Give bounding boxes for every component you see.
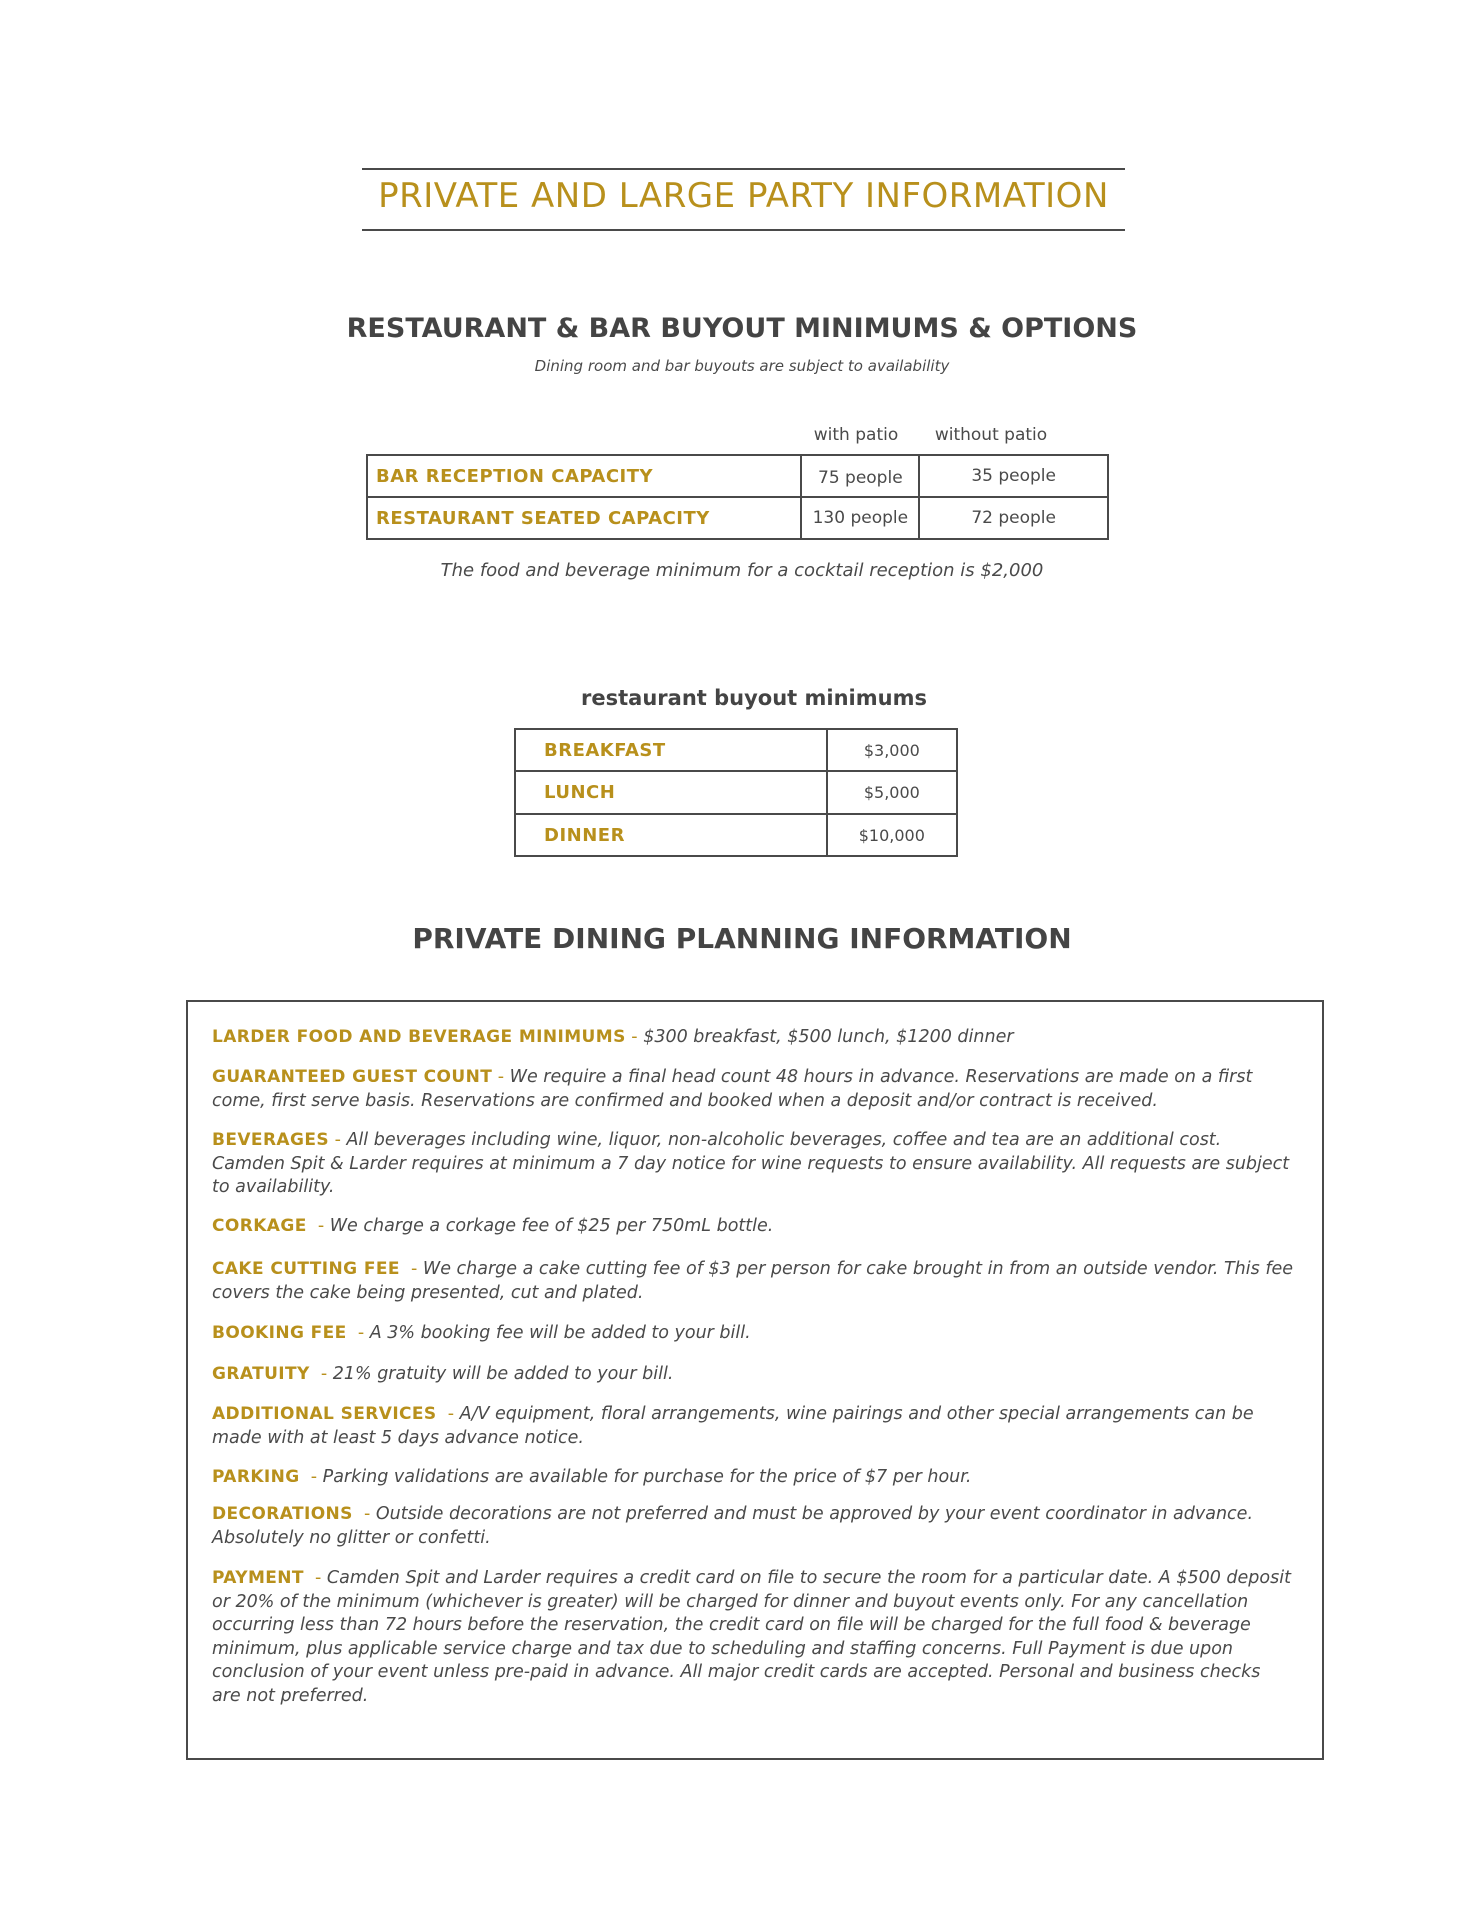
capacity-with-patio-value: 75 people <box>801 455 919 497</box>
capacity-table <box>366 454 1109 540</box>
info-item-parking <box>212 1466 1294 1490</box>
minimums-table <box>514 728 958 857</box>
capacity-without-patio-value: 35 people <box>919 455 1108 497</box>
meal-label: DINNER <box>544 824 625 846</box>
info-label: ADDITIONAL SERVICES <box>212 1404 437 1424</box>
info-text: Camden Spit and Larder requires a credit card on file to secure the room for a particular date. A $500 deposit or 20% of the minimum (whichever is greater) will be charged for dinner and buyout events only. For any cancellation occurring less than 72 hours before the reservation, the credit card on file will be charged for the full food & beverage minimum, plus applicable service charge and tax due to scheduling and staffing concerns. Full Payment is due upon conclusion of your event unless pre-paid in advance. All major credit cards are accepted. Personal and business checks are not preferred. <box>212 1568 1291 1706</box>
table-row <box>515 729 957 771</box>
column-header-with-patio: with patio <box>813 425 899 445</box>
meal-minimum-value: $5,000 <box>827 771 957 814</box>
meal-label-cell <box>515 814 827 856</box>
info-label: PAYMENT <box>212 1568 304 1588</box>
info-text: $300 breakfast, $500 lunch, $1200 dinner <box>643 1027 1014 1047</box>
capacity-row-label: BAR RECEPTION CAPACITY <box>376 465 654 487</box>
info-text: We charge a cake cutting fee of $3 per person for cake brought in from an outside vendor. This fee covers the cake being presented, cut and plated. <box>212 1259 1294 1303</box>
minimums-heading: restaurant buyout minimums <box>581 686 927 710</box>
info-text: A 3% booking fee will be added to your bill. <box>369 1323 751 1343</box>
planning-heading: PRIVATE DINING PLANNING INFORMATION <box>412 922 1072 955</box>
meal-minimum-value: $3,000 <box>827 729 957 771</box>
info-separator: - <box>352 1504 376 1524</box>
info-item-booking-fee <box>212 1322 1294 1346</box>
info-separator: - <box>625 1027 644 1047</box>
buyout-subtitle: Dining room and bar buyouts are subject to availability <box>534 357 950 375</box>
title-rule-bottom <box>362 229 1125 231</box>
buyout-heading: RESTAURANT & BAR BUYOUT MINIMUMS & OPTIONS <box>346 313 1138 344</box>
meal-label: BREAKFAST <box>544 739 666 761</box>
info-item-minimums <box>212 1026 1294 1050</box>
info-label: LARDER FOOD AND BEVERAGE MINIMUMS <box>212 1027 626 1047</box>
planning-info-box <box>186 1000 1324 1760</box>
capacity-with-patio-value: 130 people <box>801 497 919 539</box>
column-header-without-patio: without patio <box>934 425 1048 445</box>
info-item-gratuity <box>212 1363 1294 1387</box>
meal-label-cell <box>515 771 827 814</box>
info-label: GUARANTEED GUEST COUNT <box>212 1067 493 1087</box>
capacity-label-cell <box>367 455 801 497</box>
title-rule-top <box>362 168 1125 170</box>
info-label: PARKING <box>212 1467 300 1487</box>
capacity-without-patio-value: 72 people <box>919 497 1108 539</box>
capacity-row-label: RESTAURANT SEATED CAPACITY <box>376 507 710 529</box>
info-label: CAKE CUTTING FEE <box>212 1259 400 1279</box>
info-separator: - <box>346 1323 370 1343</box>
info-item-guest-count <box>212 1066 1294 1113</box>
info-item-decorations <box>212 1503 1294 1550</box>
info-separator: - <box>299 1467 323 1487</box>
info-text: A/V equipment, floral arrangements, wine pairings and other special arrangements can be made with at least 5 days advance notice. <box>212 1404 1254 1448</box>
info-item-corkage <box>212 1215 1294 1239</box>
table-row <box>367 497 1108 539</box>
info-text: Outside decorations are not preferred and must be approved by your event coordinator in advance. Absolutely no glitter or confetti. <box>212 1504 1254 1548</box>
info-item-beverages <box>212 1129 1294 1200</box>
capacity-label-cell <box>367 497 801 539</box>
info-label: BOOKING FEE <box>212 1323 347 1343</box>
info-separator: - <box>436 1404 460 1424</box>
info-text: All beverages including wine, liquor, non-alcoholic beverages, coffee and tea are an additional cost. Camden Spit & Larder requires at minimum a 7 day notice for wine requests to ensure availability. All requests are subject to availability. <box>212 1130 1290 1197</box>
table-row <box>367 455 1108 497</box>
info-label: DECORATIONS <box>212 1504 353 1524</box>
info-separator: - <box>492 1067 510 1087</box>
info-label: GRATUITY <box>212 1364 310 1384</box>
info-text: We require a final head count 48 hours in advance. Reservations are made on a first come, first serve basis. Reservations are confirmed and booked when a deposit and/or contract is received. <box>212 1067 1253 1111</box>
cocktail-minimum-note: The food and beverage minimum for a cocktail reception is $2,000 <box>440 560 1044 581</box>
table-row <box>515 814 957 856</box>
meal-label: LUNCH <box>544 782 616 803</box>
meal-minimum-value: $10,000 <box>827 814 957 856</box>
info-label: BEVERAGES <box>212 1130 329 1150</box>
info-item-cake-cutting <box>212 1258 1294 1305</box>
info-separator: - <box>303 1568 327 1588</box>
info-text: 21% gratuity will be added to your bill. <box>332 1364 674 1384</box>
info-text: We charge a corkage fee of $25 per 750mL bottle. <box>329 1216 774 1236</box>
table-row <box>515 771 957 814</box>
meal-label-cell <box>515 729 827 771</box>
info-separator: - <box>399 1259 423 1279</box>
info-separator: - <box>309 1364 333 1384</box>
info-separator: - <box>329 1130 347 1150</box>
info-item-payment <box>212 1567 1294 1708</box>
info-item-additional-services <box>212 1403 1294 1450</box>
info-separator: - <box>306 1216 330 1236</box>
info-label: CORKAGE <box>212 1216 307 1236</box>
info-text: Parking validations are available for purchase for the price of $7 per hour. <box>322 1467 972 1487</box>
page-title: PRIVATE AND LARGE PARTY INFORMATION <box>378 176 1109 216</box>
